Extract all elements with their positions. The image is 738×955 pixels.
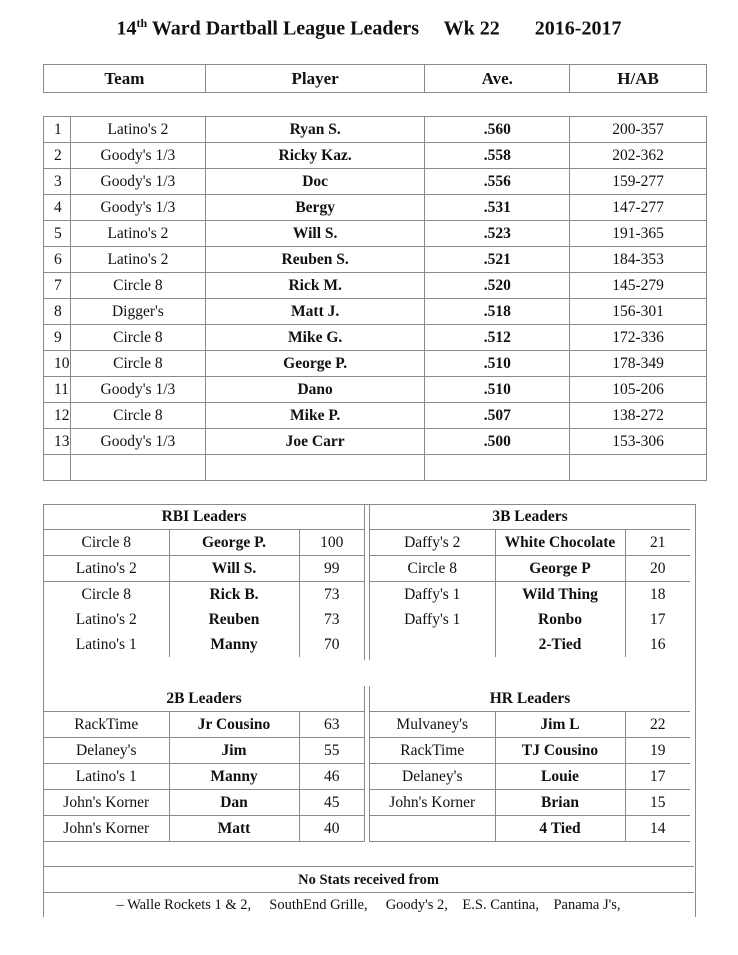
list-item xyxy=(44,790,364,816)
rank-cell: 6 xyxy=(44,247,71,273)
list-item xyxy=(44,764,364,790)
table-row xyxy=(44,169,707,195)
rank-cell: 4 xyxy=(44,195,71,221)
rank-cell: 7 xyxy=(44,273,71,299)
team-cell: Latino's 2 xyxy=(75,610,137,628)
team-cell: Latino's 2 xyxy=(70,117,205,143)
team-cell: John's Korner xyxy=(370,790,495,816)
list-item xyxy=(370,582,690,608)
table-row xyxy=(44,429,707,455)
player-cell: George P. xyxy=(205,351,425,377)
average-cell: .523 xyxy=(425,221,570,247)
value-cell: 55 xyxy=(299,738,364,764)
value-cell: 16 xyxy=(625,632,690,657)
player-cell: Dano xyxy=(205,377,425,403)
list-item xyxy=(44,816,364,842)
team-cell: Circle 8 xyxy=(370,556,495,582)
list-item xyxy=(370,632,690,657)
list-item xyxy=(44,582,364,608)
batting-leaders-table xyxy=(43,116,707,481)
average-cell: .558 xyxy=(425,143,570,169)
table-row xyxy=(44,221,707,247)
team-cell: Circle 8 xyxy=(70,351,205,377)
rank-cell: 1 xyxy=(54,120,62,138)
team-cell: Latino's 1 xyxy=(44,764,169,790)
average-cell: .500 xyxy=(425,429,570,455)
value-cell: 17 xyxy=(625,764,690,790)
team-cell: Goody's 1/3 xyxy=(70,169,205,195)
rbi-title: RBI Leaders xyxy=(161,508,247,525)
player-cell: Matt J. xyxy=(205,299,425,325)
hits-at-bats-cell: 200-357 xyxy=(570,117,707,143)
player-cell: Brian xyxy=(495,790,625,816)
table-row xyxy=(44,143,707,169)
average-cell: .510 xyxy=(425,351,570,377)
team-cell xyxy=(370,632,495,657)
player-cell: Manny xyxy=(169,632,299,657)
hits-at-bats-cell: 147-277 xyxy=(570,195,707,221)
hits-at-bats-cell: 156-301 xyxy=(570,299,707,325)
table-row xyxy=(44,403,707,429)
no-stats-heading: No Stats received from xyxy=(43,866,694,893)
team-cell: Goody's 1/3 xyxy=(70,143,205,169)
list-item xyxy=(370,712,690,738)
list-item xyxy=(44,607,364,632)
player-cell: Bergy xyxy=(205,195,425,221)
average-cell: .520 xyxy=(425,273,570,299)
player-cell: Ricky Kaz. xyxy=(205,143,425,169)
value-cell: 45 xyxy=(299,790,364,816)
player-cell: Rick M. xyxy=(205,273,425,299)
team-cell: Daffy's 1 xyxy=(404,610,461,628)
player-cell: Jim L xyxy=(495,712,625,738)
rank-cell xyxy=(44,455,71,481)
team-cell: Mulvaney's xyxy=(370,712,495,738)
team-cell: John's Korner xyxy=(44,790,169,816)
team-cell: John's Korner xyxy=(44,816,169,842)
team-cell: Delaney's xyxy=(44,738,169,764)
list-item xyxy=(44,530,364,556)
team-cell: RackTime xyxy=(44,712,169,738)
list-item xyxy=(370,816,690,842)
team-cell: Circle 8 xyxy=(70,325,205,351)
value-cell: 73 xyxy=(299,582,364,608)
player-cell: Wild Thing xyxy=(495,582,625,608)
table-row xyxy=(44,273,707,299)
list-item xyxy=(370,556,690,582)
value-cell: 14 xyxy=(625,816,690,842)
player-cell: Mike G. xyxy=(205,325,425,351)
player-cell: Ronbo xyxy=(495,607,625,632)
table-row xyxy=(44,377,707,403)
table-row xyxy=(44,117,707,143)
average-cell: .531 xyxy=(425,195,570,221)
list-item xyxy=(44,738,364,764)
hits-at-bats-cell: 202-362 xyxy=(570,143,707,169)
value-cell: 15 xyxy=(625,790,690,816)
average-cell: .512 xyxy=(425,325,570,351)
column-header-team: Team xyxy=(104,68,145,88)
column-header-player: Player xyxy=(205,65,425,93)
hits-at-bats-cell: 159-277 xyxy=(570,169,707,195)
hits-at-bats-cell: 138-272 xyxy=(570,403,707,429)
player-cell: Will S. xyxy=(169,556,299,582)
table-row xyxy=(44,325,707,351)
average-cell: .560 xyxy=(425,117,570,143)
player-cell: Dan xyxy=(169,790,299,816)
homerun-leaders-table xyxy=(370,687,690,842)
player-cell: Jim xyxy=(169,738,299,764)
value-cell: 20 xyxy=(625,556,690,582)
team-cell: Delaney's xyxy=(370,764,495,790)
player-cell: Matt xyxy=(169,816,299,842)
team-cell: Circle 8 xyxy=(70,403,205,429)
average-cell: .521 xyxy=(425,247,570,273)
divider xyxy=(364,686,365,842)
team-cell: Daffy's 1 xyxy=(370,582,495,608)
rank-cell: 11 xyxy=(44,377,71,403)
hits-at-bats-cell: 184-353 xyxy=(570,247,707,273)
value-cell: 21 xyxy=(625,530,690,556)
team-cell: Latino's 2 xyxy=(44,556,169,582)
value-cell: 99 xyxy=(299,556,364,582)
table-row xyxy=(44,455,707,481)
player-cell: Manny xyxy=(169,764,299,790)
player-cell: Mike P. xyxy=(205,403,425,429)
table-row xyxy=(44,299,707,325)
doubles-title: 2B Leaders xyxy=(166,690,242,707)
rank-cell: 8 xyxy=(44,299,71,325)
value-cell: 22 xyxy=(625,712,690,738)
column-header-hab: H/AB xyxy=(570,65,707,93)
hits-at-bats-cell: 105-206 xyxy=(570,377,707,403)
hits-at-bats-cell: 153-306 xyxy=(570,429,707,455)
average-cell xyxy=(425,455,570,481)
doubles-leaders-table xyxy=(44,687,364,842)
team-cell: Goody's 1/3 xyxy=(70,377,205,403)
player-cell: Jr Cousino xyxy=(169,712,299,738)
rank-cell: 9 xyxy=(44,325,71,351)
team-cell: Goody's 1/3 xyxy=(70,195,205,221)
page-title: 14th Ward Dartball League Leaders Wk 22 2016-2017 xyxy=(116,16,622,40)
team-cell: Latino's 2 xyxy=(70,221,205,247)
player-cell: Joe Carr xyxy=(205,429,425,455)
list-item xyxy=(44,556,364,582)
value-cell: 70 xyxy=(299,632,364,657)
player-cell: TJ Cousino xyxy=(495,738,625,764)
player-cell: Will S. xyxy=(205,221,425,247)
value-cell: 18 xyxy=(625,582,690,608)
team-cell: Digger's xyxy=(70,299,205,325)
average-cell: .507 xyxy=(425,403,570,429)
value-cell: 73 xyxy=(299,607,364,632)
list-item xyxy=(370,607,690,632)
value-cell: 46 xyxy=(299,764,364,790)
hits-at-bats-cell: 178-349 xyxy=(570,351,707,377)
value-cell: 17 xyxy=(625,607,690,632)
divider xyxy=(364,504,365,660)
team-cell xyxy=(370,816,495,842)
team-cell: Latino's 1 xyxy=(75,635,137,653)
value-cell: 100 xyxy=(299,530,364,556)
hits-at-bats-cell: 191-365 xyxy=(570,221,707,247)
list-item xyxy=(370,764,690,790)
hits-at-bats-cell xyxy=(570,455,707,481)
player-cell: George P xyxy=(495,556,625,582)
player-cell: White Chocolate xyxy=(495,530,625,556)
column-header-row xyxy=(43,64,707,93)
rank-cell: 5 xyxy=(44,221,71,247)
rbi-leaders-table xyxy=(44,505,364,657)
player-cell: Reuben xyxy=(169,607,299,632)
table-row xyxy=(44,351,707,377)
triples-leaders-table xyxy=(370,505,690,657)
team-cell xyxy=(70,455,205,481)
player-cell: Reuben S. xyxy=(205,247,425,273)
triples-title: 3B Leaders xyxy=(492,508,568,525)
team-cell: Goody's 1/3 xyxy=(70,429,205,455)
player-cell: Doc xyxy=(205,169,425,195)
value-cell: 40 xyxy=(299,816,364,842)
list-item xyxy=(44,632,364,657)
team-cell: Daffy's 2 xyxy=(370,530,495,556)
average-cell: .510 xyxy=(425,377,570,403)
hits-at-bats-cell: 172-336 xyxy=(570,325,707,351)
table-row xyxy=(44,247,707,273)
table-row xyxy=(44,195,707,221)
list-item xyxy=(370,738,690,764)
list-item xyxy=(370,530,690,556)
average-cell: .518 xyxy=(425,299,570,325)
player-cell: 4 Tied xyxy=(495,816,625,842)
team-cell: Circle 8 xyxy=(70,273,205,299)
list-item xyxy=(44,712,364,738)
player-cell xyxy=(205,455,425,481)
rank-cell: 13 xyxy=(44,429,71,455)
list-item xyxy=(370,790,690,816)
rank-cell: 10 xyxy=(44,351,71,377)
player-cell: 2-Tied xyxy=(495,632,625,657)
rank-cell: 3 xyxy=(44,169,71,195)
homeruns-title: HR Leaders xyxy=(489,690,571,707)
team-cell: Circle 8 xyxy=(44,582,169,608)
average-cell: .556 xyxy=(425,169,570,195)
value-cell: 19 xyxy=(625,738,690,764)
team-cell: Circle 8 xyxy=(44,530,169,556)
rank-cell: 2 xyxy=(44,143,71,169)
player-cell: Ryan S. xyxy=(205,117,425,143)
player-cell: Louie xyxy=(495,764,625,790)
rank-cell: 12 xyxy=(44,403,71,429)
player-cell: George P. xyxy=(169,530,299,556)
no-stats-team-list: – Walle Rockets 1 & 2, SouthEnd Grille, Goody's 2, E.S. Cantina, Panama J's, xyxy=(116,897,621,913)
team-cell: RackTime xyxy=(370,738,495,764)
team-cell: Latino's 2 xyxy=(70,247,205,273)
value-cell: 63 xyxy=(299,712,364,738)
player-cell: Rick B. xyxy=(169,582,299,608)
column-header-ave: Ave. xyxy=(425,65,570,93)
hits-at-bats-cell: 145-279 xyxy=(570,273,707,299)
